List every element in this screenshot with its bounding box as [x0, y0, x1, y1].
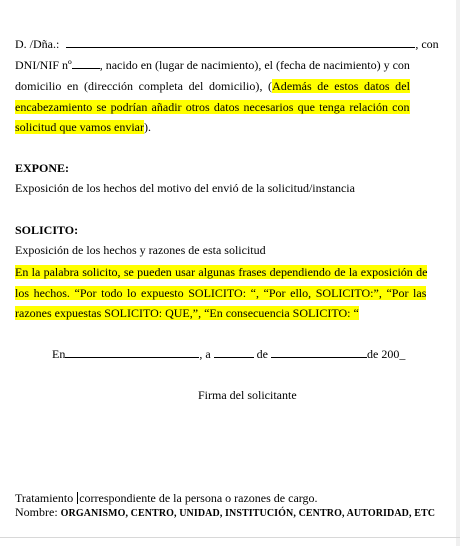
solicito-note-line-3 — [15, 303, 441, 324]
address-text: domicilio en (dirección completa del domicilio), ( — [15, 79, 273, 93]
solicito-heading: SOLICITO: — [15, 223, 79, 237]
solicito-text: Exposición de los hechos y razones de esta solicitud — [15, 243, 266, 257]
tratamiento-label: Tratamiento — [15, 491, 74, 505]
month-blank — [271, 346, 367, 358]
footer-tratamiento — [15, 491, 441, 505]
header-note-part-1: Además de estos datos del — [272, 79, 410, 93]
solicito-note-line-2 — [15, 283, 441, 304]
header-line-4 — [15, 97, 441, 118]
header-note-part-3: solicitud que vamos enviar — [15, 120, 144, 134]
expone-heading: EXPONE: — [15, 161, 69, 175]
header-line-1 — [15, 34, 441, 55]
tratamiento-text: correspondiente de la persona o razones de cargo. — [79, 491, 318, 505]
signature-label: Firma del solicitante — [198, 388, 297, 402]
date-de-1: de — [256, 347, 268, 361]
footer-nombre — [15, 505, 455, 521]
nombre-label: Nombre: — [15, 505, 58, 519]
dni-blank — [72, 57, 100, 69]
page-bottom-border — [0, 537, 460, 538]
page-edge — [456, 0, 460, 546]
header-note-part-2: encabezamiento se podrían añadir otros datos necesarios que tenga relación con — [15, 100, 410, 114]
solicito-note-part-3: razones expuestas SOLICITO: QUE,”, “En consecuencia SOLICITO: “ — [15, 306, 359, 320]
solicito-note-part-1: En la palabra solicito, se pueden usar algunas frases dependiendo de la exposición de — [15, 265, 428, 279]
name-blank — [66, 36, 415, 48]
name-label: D. /Dña.: — [15, 37, 60, 51]
date-line — [52, 344, 432, 365]
header-note-end: ). — [143, 120, 151, 134]
day-blank — [214, 346, 254, 358]
solicito-note-line-1 — [15, 262, 441, 283]
date-de-2: de 200_ — [367, 347, 406, 361]
header-line-3 — [15, 76, 441, 97]
header-line-5 — [15, 117, 441, 138]
nombre-value: ORGANISMO, CENTRO, UNIDAD, INSTITUCIÓN, CENTRO, AUTORIDAD, ETC — [60, 508, 436, 519]
name-suffix: , con — [415, 37, 439, 51]
solicito-note-part-2: los hechos. “Por todo lo expuesto SOLICITO: “, “Por ello, SOLICITO:”, “Por las — [15, 286, 427, 300]
place-blank — [65, 346, 199, 358]
expone-text: Exposición de los hechos del motivo del envió de la solicitud/instancia — [15, 181, 355, 195]
header-line-2 — [15, 55, 441, 76]
date-a: , a — [199, 347, 211, 361]
dni-label: DNI/NIF nº — [15, 58, 72, 72]
birth-text: , nacido en (lugar de nacimiento), el (fecha de nacimiento) y con — [99, 58, 410, 72]
date-en: En — [52, 347, 66, 361]
